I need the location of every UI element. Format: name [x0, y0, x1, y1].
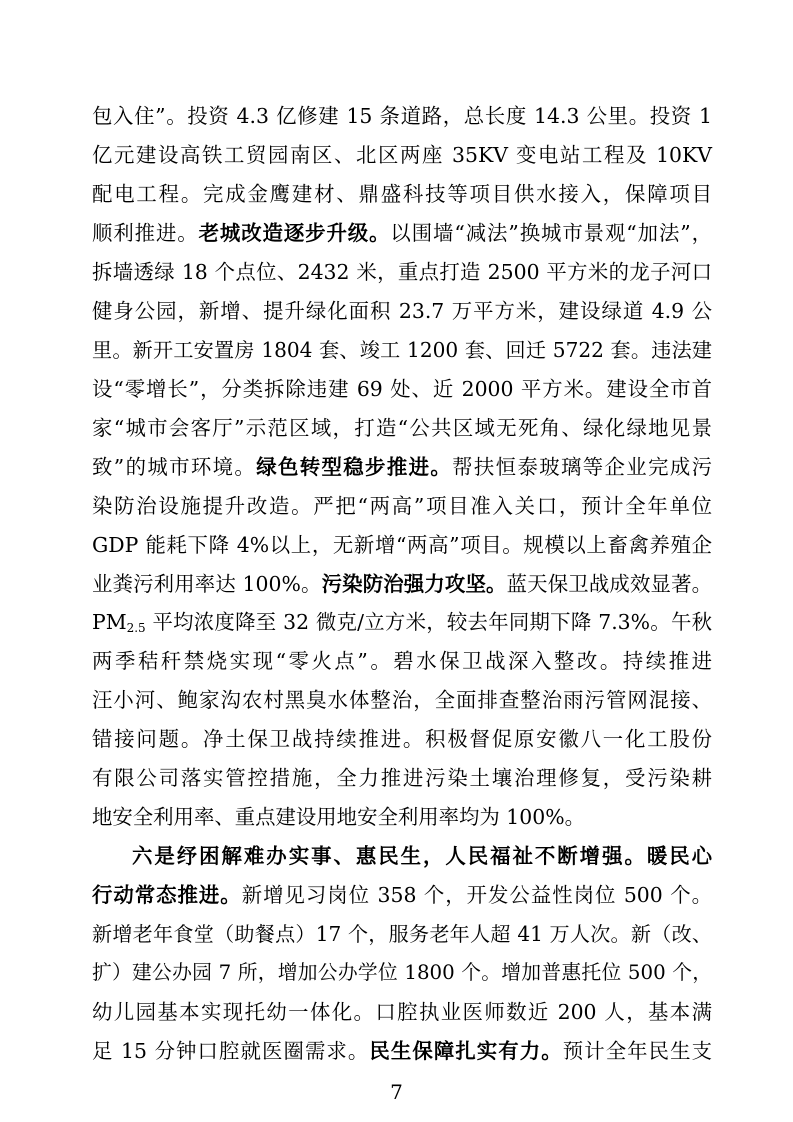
text-line [92, 175, 712, 214]
text-line [92, 603, 712, 642]
text-run: 新增见习岗位 358 个，开发公益性岗位 500 个。 [241, 883, 713, 908]
text-run: PM [92, 610, 127, 635]
text-run: GDP 能耗下降 4%以上，无新增“两高”项目。规模以上畜禽养殖企 [92, 532, 712, 557]
text-line [92, 526, 712, 565]
bold-heading: 民生保障扎实有力。 [369, 1039, 563, 1063]
text-run: 染防治设施提升改造。严把“两高”项目准入关口，预计全年单位 [92, 493, 712, 518]
text-line [92, 136, 712, 175]
text-run: 蓝天保卫战成效显著。 [506, 571, 713, 596]
text-run: 致”的城市环境。 [92, 454, 257, 479]
text-line [92, 759, 712, 798]
bold-heading: 六是纾困解难办实事、惠民生，人民福祉不断增强。暖民心 [132, 844, 712, 869]
text-line [92, 954, 712, 993]
text-line [92, 331, 712, 370]
text-run: 新增老年食堂（助餐点）17 个，服务老年人超 41 万人次。新（改、 [92, 922, 712, 947]
text-line [92, 214, 712, 253]
text-line [92, 642, 712, 681]
text-line [92, 97, 712, 136]
text-run: 以围墙“减法”换城市景观“加法”， [390, 220, 712, 245]
text-run: 业粪污利用率达 100%。 [92, 571, 322, 596]
text-run: 健身公园，新增、提升绿化面积 23.7 万平方米，建设绿道 4.9 公 [92, 298, 712, 323]
text-line [92, 448, 712, 487]
subscript: 2.5 [126, 621, 146, 636]
text-run: 配电工程。完成金鹰建材、鼎盛科技等项目供水接入，保障项目 [92, 181, 712, 206]
text-run: 平均浓度降至 32 微克/立方米，较去年同期下降 7.3%。午秋 [145, 610, 712, 635]
text-run: 有限公司落实管控措施，全力推进污染土壤治理修复，受污染耕 [92, 766, 712, 791]
text-run: 汪小河、鲍家沟农村黑臭水体整治，全面排查整治雨污管网混接、 [92, 688, 712, 713]
text-run: 里。新开工安置房 1804 套、竣工 1200 套、回迁 5722 套。违法建 [92, 337, 712, 362]
text-line [92, 876, 712, 915]
text-run: 幼儿园基本实现托幼一体化。口腔执业医师数近 200 人，基本满 [92, 1000, 712, 1025]
bold-heading: 老城改造逐步升级。 [198, 220, 391, 245]
text-line [92, 720, 712, 759]
text-run: 错接问题。净土保卫战持续推进。积极督促原安徽八一化工股份 [92, 727, 712, 752]
text-run: 拆墙透绿 18 个点位、2432 米，重点打造 2500 平方米的龙子河口 [92, 259, 712, 284]
text-line [92, 681, 712, 720]
bold-heading: 绿色转型稳步推进。 [256, 454, 453, 479]
text-line [92, 565, 712, 604]
text-line [92, 409, 712, 448]
text-line [92, 370, 712, 409]
text-run: 帮扶恒泰玻璃等企业完成污 [452, 454, 713, 479]
text-run: 包入住”。投资 4.3 亿修建 15 条道路，总长度 14.3 公里。投资 1 [92, 104, 712, 128]
text-line [92, 798, 712, 837]
bold-heading: 行动常态推进。 [92, 883, 242, 908]
bold-heading: 污染防治强力攻坚。 [321, 571, 507, 596]
text-run: 顺利推进。 [92, 220, 199, 245]
text-run: 设“零增长”，分类拆除违建 69 处、近 2000 平方米。建设全市首 [92, 376, 712, 401]
text-run: 两季秸秆禁烧实现“零火点”。碧水保卫战深入整改。持续推进 [92, 649, 712, 674]
text-line [92, 1032, 712, 1071]
text-run: 地安全利用率、重点建设用地安全利用率均为 100%。 [92, 805, 585, 830]
text-line [92, 292, 712, 331]
text-run: 亿元建设高铁工贸园南区、北区两座 35KV 变电站工程及 10KV [92, 142, 712, 167]
page-number: 7 [390, 1080, 403, 1104]
text-line [92, 253, 712, 292]
text-line [132, 837, 712, 876]
text-line [92, 993, 712, 1032]
text-run: 足 15 分钟口腔就医圈需求。 [92, 1039, 370, 1063]
text-run: 家“城市会客厅”示范区域，打造“公共区域无死角、绿化绿地见景 [92, 415, 712, 440]
text-line [92, 487, 712, 526]
text-run: 预计全年民生支 [562, 1039, 713, 1063]
text-line [92, 915, 712, 954]
text-run: 扩）建公办园 7 所，增加公办学位 1800 个。增加普惠托位 500 个， [92, 961, 712, 985]
